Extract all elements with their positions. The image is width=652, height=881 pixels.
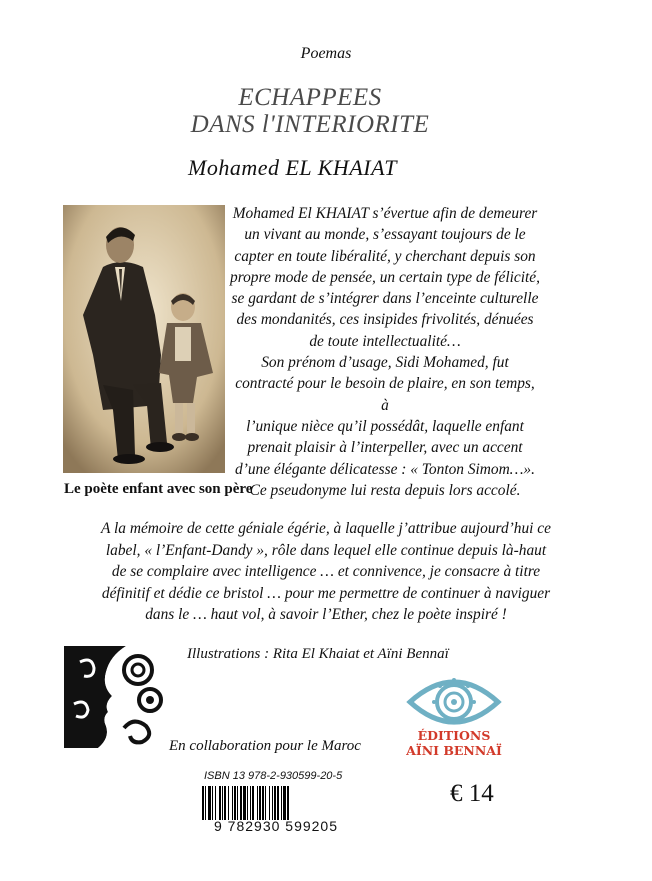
barcode-bar <box>222 786 223 820</box>
barcode-bar <box>237 786 238 820</box>
barcode-bar <box>234 786 236 820</box>
barcode-bars <box>200 786 352 820</box>
barcode-bar <box>208 786 211 820</box>
barcode-bar <box>228 786 229 820</box>
bio-line: capter en toute libéralité, y cherchant depuis son <box>234 247 536 265</box>
barcode-bar <box>202 786 204 820</box>
publisher-name-line-2: AÏNI BENNAÏ <box>406 743 502 758</box>
barcode-number: 9 782930 599205 <box>214 818 338 834</box>
dedication-line: dans le … haut vol, à savoir l’Ether, chez le poète inspiré ! <box>145 606 507 623</box>
bio-line: Mohamed El KHAIAT s’évertue afin de demeurer <box>232 205 538 222</box>
barcode-bar <box>243 786 246 820</box>
photo-caption: Le poète enfant avec son père <box>64 481 253 497</box>
book-title <box>0 84 620 138</box>
bio-line: l’unique nièce qu’il possédât, laquelle enfant <box>246 417 524 435</box>
bio-line: Ce pseudonyme lui resta depuis lors accolé. <box>249 481 521 499</box>
collaboration-note: En collaboration pour le Maroc <box>169 738 361 754</box>
barcode-bar <box>272 786 273 820</box>
profile-illustration-logo <box>64 646 166 748</box>
barcode-bar <box>262 786 264 820</box>
dedication-line: A la mémoire de cette géniale égérie, à laquelle j’attribue aujourd’hui ce <box>101 520 551 537</box>
publisher-name-line-1: ÉDITIONS <box>417 728 491 743</box>
barcode-bar <box>252 786 254 820</box>
illustrations-credit: Illustrations : Rita El Khaiat et Aïni Bennaï <box>187 646 449 662</box>
barcode-bar <box>277 786 279 820</box>
bio-line: prenait plaisir à l’interpeller, avec un accent <box>247 439 523 457</box>
barcode-bar <box>224 786 226 820</box>
bio-line: de toute intellectualité… <box>309 332 461 350</box>
author-biography <box>230 203 540 501</box>
bio-line: propre mode de pensée, un certain type de félicité, <box>230 268 540 286</box>
barcode-bar <box>274 786 276 820</box>
profile-swirl-icon <box>64 646 166 748</box>
barcode-bar <box>287 786 289 820</box>
dedication-line: label, « l’Enfant-Dandy », rôle dans lequel elle continue depuis là-haut <box>105 541 547 559</box>
barcode-bar <box>283 786 286 820</box>
isbn-label: ISBN 13 978-2-930599-20-5 <box>204 770 343 782</box>
barcode-bar <box>232 786 233 820</box>
barcode-bar <box>240 786 242 820</box>
barcode-bar <box>269 786 270 820</box>
eye-icon <box>406 672 502 732</box>
barcode-bar <box>281 786 282 820</box>
barcode-bar <box>265 786 266 820</box>
barcode-bar <box>219 786 221 820</box>
dedication-line: définitif et dédie ce bristol … pour me permettre de continuer à naviguer <box>101 584 551 602</box>
bio-line: se gardant de s’intégrer dans l’enceinte culturelle <box>231 290 539 308</box>
barcode-bar <box>212 786 213 820</box>
barcode-bar <box>257 786 258 820</box>
author-name: Mohamed EL KHAIAT <box>188 155 397 180</box>
dedication-paragraph <box>18 518 634 626</box>
dedication-line: de se complaire avec intelligence … et connivence, je consacre à titre <box>111 563 541 580</box>
bio-line: un vivant au monde, s’essayant toujours de le <box>244 226 526 244</box>
title-line-2: DANS l'INTERIORITE <box>190 111 430 138</box>
bio-line: contracté pour le besoin de plaire, en son temps, à <box>235 375 535 414</box>
bio-line: d’une élégante délicatesse : « Tonton Simom…». <box>235 460 535 478</box>
barcode-bar <box>259 786 261 820</box>
bio-line: des mondanités, ces insipides frivolités, dénuées <box>236 311 534 329</box>
barcode-bar <box>215 786 216 820</box>
genre-label: Poemas <box>300 45 352 62</box>
author-photo <box>63 205 225 473</box>
bio-line: Son prénom d’usage, Sidi Mohamed, fut <box>261 354 509 372</box>
barcode-bar <box>250 786 251 820</box>
price-tag: € 14 <box>450 780 494 807</box>
photo-image <box>63 205 225 473</box>
title-line-1: ECHAPPEES <box>238 84 382 111</box>
barcode-bar <box>247 786 248 820</box>
publisher-name <box>400 728 508 758</box>
barcode-bar <box>205 786 206 820</box>
